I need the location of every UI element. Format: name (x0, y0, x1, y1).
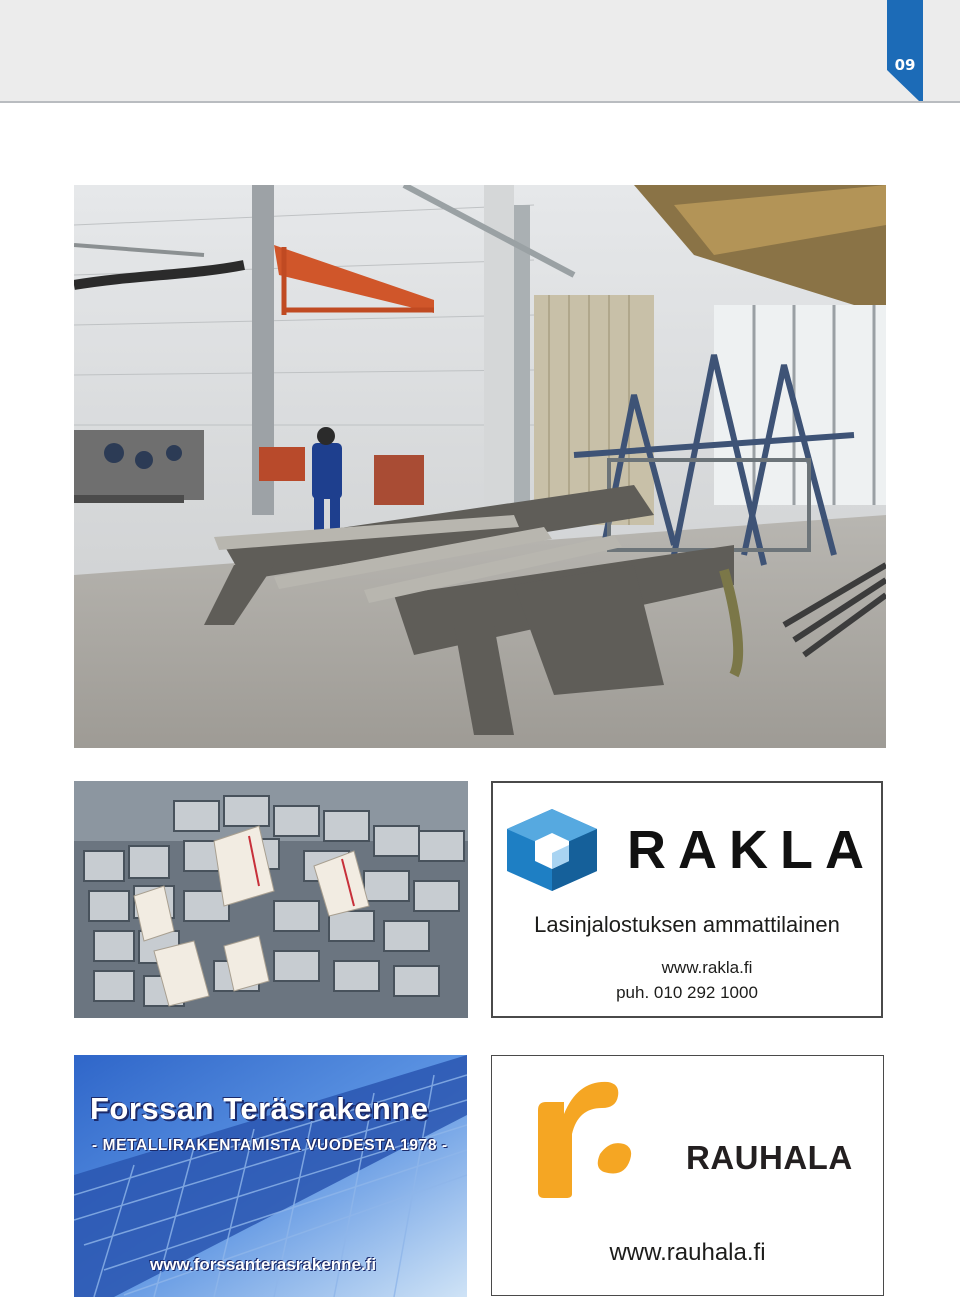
rakla-phone: puh. 010 292 1000 (616, 983, 758, 1002)
page-number: 09 (894, 56, 916, 74)
steel-stock-photo (74, 781, 468, 1018)
page-tab-shape (887, 0, 923, 101)
rauhala-ad[interactable] (491, 1055, 884, 1296)
forssan-title: Forssan Teräsrakenne (90, 1091, 429, 1126)
rakla-brand: RAKLA (627, 820, 876, 880)
rauhala-logo-icon (538, 1080, 633, 1204)
rauhala-url-link[interactable]: www.rauhala.fi (609, 1239, 766, 1266)
rakla-tagline: Lasinjalostuksen ammattilainen (534, 912, 840, 937)
rakla-url-link[interactable]: www.rakla.fi (661, 958, 753, 977)
workshop-photo (74, 185, 886, 748)
page-number-tab (887, 0, 923, 101)
forssan-url-link[interactable]: www.forssanterasrakenne.fi (150, 1255, 377, 1274)
forssan-ad[interactable] (74, 1055, 467, 1297)
forssan-subtitle: - METALLIRAKENTAMISTA VUODESTA 1978 - (92, 1137, 448, 1154)
page-header-band (0, 0, 960, 103)
rakla-cube-icon (507, 809, 597, 895)
rakla-ad[interactable] (491, 781, 883, 1018)
rauhala-brand: RAUHALA (686, 1139, 853, 1176)
